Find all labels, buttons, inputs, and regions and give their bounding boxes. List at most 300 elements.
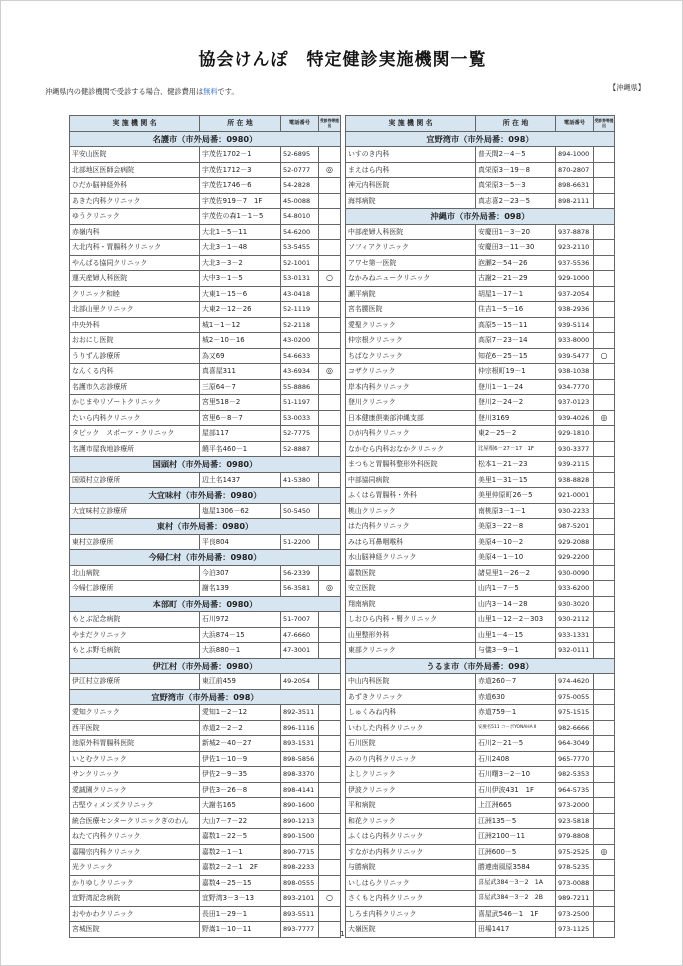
exam-mark: [594, 534, 615, 550]
phone-number: 933-8000: [556, 333, 594, 349]
institution-name: かりゆしクリニック: [70, 875, 200, 891]
exam-mark: [319, 178, 341, 194]
institution-name: 海邦病院: [346, 193, 476, 209]
institution-name: 大宜味村立診療所: [70, 503, 200, 519]
exam-mark: [319, 844, 341, 860]
phone-number: 975-2525: [556, 844, 594, 860]
table-row: [70, 627, 341, 643]
institution-name: はた内科クリニック: [346, 519, 476, 535]
institution-name: 宮城医院: [70, 922, 200, 938]
institution-name: 登川クリニック: [346, 395, 476, 411]
address: 安慶名511 コーポYONAHA Ⅱ: [476, 720, 556, 736]
exam-mark: [594, 891, 615, 907]
table-row: [346, 891, 615, 907]
exam-mark: [319, 333, 341, 349]
institution-table-right: [345, 115, 615, 938]
phone-number: 890-1600: [281, 798, 319, 814]
address: 長田1－29－1: [200, 906, 281, 922]
address: 東江前459: [200, 674, 281, 690]
address: 大東1－15－6: [200, 286, 281, 302]
table-row: [346, 844, 615, 860]
exam-mark: [319, 627, 341, 643]
phone-number: 898-2233: [281, 860, 319, 876]
section-header-row: [70, 519, 341, 535]
institution-name: ソフィアクリニック: [346, 240, 476, 256]
phone-number: 975-1515: [556, 705, 594, 721]
table-row: [346, 426, 615, 442]
exam-mark: [319, 302, 341, 318]
institution-name: サンクリニック: [70, 767, 200, 783]
table-row: [70, 209, 341, 225]
section-title: 宜野湾市（市外局番：098）: [346, 131, 615, 147]
table-row: [70, 720, 341, 736]
exam-mark: [594, 395, 615, 411]
table-row: [70, 875, 341, 891]
phone-number: 51-7007: [281, 612, 319, 628]
address: 辺土名1437: [200, 472, 281, 488]
phone-number: 52-6895: [281, 147, 319, 163]
phone-number: 52-8887: [281, 441, 319, 457]
table-row: [70, 643, 341, 659]
phone-number: 54-2828: [281, 178, 319, 194]
table-row: [70, 705, 341, 721]
institution-name: 古堅ウィメンズクリニック: [70, 798, 200, 814]
header-name: 実 施 機 関 名: [70, 116, 200, 132]
institution-name: タピック スポーツ・クリニック: [70, 426, 200, 442]
institution-name: いわした内科クリニック: [346, 720, 476, 736]
phone-number: 982-5353: [556, 767, 594, 783]
exam-mark: [594, 240, 615, 256]
institution-name: 北部山里クリニック: [70, 302, 200, 318]
institution-name: さくもと内科クリニック: [346, 891, 476, 907]
table-row: [346, 271, 615, 287]
address: 比屋根6－27－17 1F: [476, 441, 556, 457]
address: 赤道630: [476, 689, 556, 705]
section-header-row: [346, 131, 615, 147]
exam-mark: [319, 751, 341, 767]
section-title: 本部町（市外局番：0980）: [70, 596, 341, 612]
section-title: 大宜味村（市外局番：0980）: [70, 488, 341, 504]
institution-name: しろま内科クリニック: [346, 906, 476, 922]
institution-name: やんばる協同クリニック: [70, 255, 200, 271]
table-row: [346, 596, 615, 612]
institution-name: すながわ内科クリニック: [346, 844, 476, 860]
phone-number: 893-7777: [281, 922, 319, 938]
address: 為又69: [200, 348, 281, 364]
table-row: [346, 906, 615, 922]
table-row: [346, 581, 615, 597]
institution-name: うりずん診療所: [70, 348, 200, 364]
fee-note-after: です。: [217, 87, 239, 96]
table-row: [70, 348, 341, 364]
address: 美原4－1－10: [476, 550, 556, 566]
exam-mark: [319, 875, 341, 891]
table-row: [70, 240, 341, 256]
institution-name: ふくはら胃腸科・外科: [346, 488, 476, 504]
header-mark: 受診券等提出: [319, 116, 341, 132]
phone-number: 929-2200: [556, 550, 594, 566]
table-row: [346, 410, 615, 426]
table-row: [70, 844, 341, 860]
institution-name: やまだクリニック: [70, 627, 200, 643]
table-row: [346, 488, 615, 504]
address: 宇茂佐1746－6: [200, 178, 281, 194]
exam-mark: [594, 689, 615, 705]
exam-mark: [594, 426, 615, 442]
exam-mark: [319, 643, 341, 659]
table-row: [346, 364, 615, 380]
section-title: 伊江村（市外局番：0980）: [70, 658, 341, 674]
institution-name: 安立医院: [346, 581, 476, 597]
header-tel: 電話番号: [556, 116, 594, 132]
phone-number: 890-7715: [281, 844, 319, 860]
table-row: [346, 829, 615, 845]
address: 登川3169: [476, 410, 556, 426]
phone-number: 54-6633: [281, 348, 319, 364]
section-title: 沖縄市（市外局番：098）: [346, 209, 615, 225]
address: 高原7－23－14: [476, 333, 556, 349]
address: 城2－10－16: [200, 333, 281, 349]
table-row: [70, 379, 341, 395]
exam-mark: [319, 720, 341, 736]
header-name: 実 施 機 関 名: [346, 116, 476, 132]
institution-name: アワセ第一医院: [346, 255, 476, 271]
table-row: [346, 286, 615, 302]
address: 宇茂佐1712－3: [200, 162, 281, 178]
institution-name: もとぶ野毛病院: [70, 643, 200, 659]
exam-mark: [319, 472, 341, 488]
table-row: [346, 457, 615, 473]
exam-mark: [319, 348, 341, 364]
institution-name: なかみねニュークリニック: [346, 271, 476, 287]
exam-mark: [594, 302, 615, 318]
table-row: [346, 612, 615, 628]
phone-number: 932-0111: [556, 643, 594, 659]
phone-number: 52-7775: [281, 426, 319, 442]
address: 喜屋武384－3－2 2B: [476, 891, 556, 907]
exam-mark: [319, 503, 341, 519]
exam-mark: [594, 875, 615, 891]
exam-mark: [319, 426, 341, 442]
institution-name: 与勝病院: [346, 860, 476, 876]
exam-mark: [594, 674, 615, 690]
phone-number: 893-5511: [281, 906, 319, 922]
phone-number: 52-1001: [281, 255, 319, 271]
section-title: 今帰仁村（市外局番：0980）: [70, 550, 341, 566]
table-row: [70, 906, 341, 922]
address: 仲宗根町19－1: [476, 364, 556, 380]
table-row: [346, 767, 615, 783]
phone-number: 53-0131: [281, 271, 319, 287]
phone-number: 894-1000: [556, 147, 594, 163]
address: 美里1－31－15: [476, 472, 556, 488]
address: 宇茂佐919－7 1F: [200, 193, 281, 209]
exam-mark: [594, 736, 615, 752]
section-title: 宜野湾市（市外局番：098）: [70, 689, 341, 705]
address: 屋部117: [200, 426, 281, 442]
phone-number: 53-0033: [281, 410, 319, 426]
phone-number: 978-5235: [556, 860, 594, 876]
phone-number: 939-5477: [556, 348, 594, 364]
table-row: [70, 767, 341, 783]
institution-name: いすのき内科: [346, 147, 476, 163]
exam-mark: [594, 317, 615, 333]
phone-number: 937-5536: [556, 255, 594, 271]
table-row: [346, 782, 615, 798]
exam-mark: [594, 379, 615, 395]
phone-number: 930-0090: [556, 565, 594, 581]
exam-mark: [594, 782, 615, 798]
table-row: [346, 379, 615, 395]
phone-number: 930-2112: [556, 612, 594, 628]
table-row: [346, 720, 615, 736]
table-row: [346, 550, 615, 566]
address: 大山7－7－22: [200, 813, 281, 829]
exam-mark: ○: [594, 348, 615, 364]
exam-mark: [319, 441, 341, 457]
exam-mark: [594, 906, 615, 922]
institution-name: かじまやリゾートクリニック: [70, 395, 200, 411]
exam-mark: [594, 643, 615, 659]
exam-mark: [319, 612, 341, 628]
phone-number: 43-0200: [281, 333, 319, 349]
institution-name: 統合医療センタークリニックぎのわん: [70, 813, 200, 829]
institution-name: ひが内科クリニック: [346, 426, 476, 442]
table-row: [70, 193, 341, 209]
phone-number: 47-6660: [281, 627, 319, 643]
address: 宜野湾3－3－13: [200, 891, 281, 907]
institution-name: 宮名腰医院: [346, 302, 476, 318]
address: 江洲2100－11: [476, 829, 556, 845]
exam-mark: [319, 705, 341, 721]
address: 宇茂佐の森1－1－5: [200, 209, 281, 225]
institution-name: まえはら内科: [346, 162, 476, 178]
exam-mark: [319, 395, 341, 411]
address: 登川2－24－2: [476, 395, 556, 411]
address: 伊佐1－10－9: [200, 751, 281, 767]
institution-name: よしクリニック: [346, 767, 476, 783]
table-row: [346, 689, 615, 705]
page-number: 1: [340, 930, 345, 938]
table-row: [70, 286, 341, 302]
phone-number: 52-0777: [281, 162, 319, 178]
exam-mark: [594, 457, 615, 473]
institution-name: 光クリニック: [70, 860, 200, 876]
phone-number: 50-5450: [281, 503, 319, 519]
section-header-row: [70, 457, 341, 473]
phone-number: 52-2118: [281, 317, 319, 333]
table-row: [346, 674, 615, 690]
exam-mark: [594, 596, 615, 612]
section-title: うるま市（市外局番：098）: [346, 658, 615, 674]
table-row: [70, 612, 341, 628]
table-row: [70, 503, 341, 519]
table-row: [346, 441, 615, 457]
fee-note: [45, 87, 239, 97]
section-title: 東村（市外局番：0980）: [70, 519, 341, 535]
institution-name: 大北内科・胃腸科クリニック: [70, 240, 200, 256]
exam-mark: [319, 860, 341, 876]
address: 諸見里1－26－2: [476, 565, 556, 581]
institution-name: 大嶺医院: [346, 922, 476, 938]
address: 嘉数2－2－1 2F: [200, 860, 281, 876]
address: 松本1－21－23: [476, 457, 556, 473]
phone-number: 49-2054: [281, 674, 319, 690]
institution-name: いとむクリニック: [70, 751, 200, 767]
exam-mark: [594, 162, 615, 178]
exam-mark: [594, 178, 615, 194]
institution-name: 中央外科: [70, 317, 200, 333]
phone-number: 929-1000: [556, 271, 594, 287]
phone-number: 982-6666: [556, 720, 594, 736]
institution-name: 石川医院: [346, 736, 476, 752]
institution-name: みはら耳鼻咽喉科: [346, 534, 476, 550]
region-label: 【沖縄県】: [609, 83, 645, 92]
address: 山里1－4－15: [476, 627, 556, 643]
exam-mark: [319, 224, 341, 240]
address: 大東2－12－26: [200, 302, 281, 318]
phone-number: 973-2500: [556, 906, 594, 922]
institution-name: 運天産婦人科医院: [70, 271, 200, 287]
address: 上江洲665: [476, 798, 556, 814]
address: 赤道2－2－2: [200, 720, 281, 736]
fee-note-before: 沖縄県内の健診機関で受診する場合、健診費用は: [45, 87, 204, 96]
exam-mark: [319, 286, 341, 302]
phone-number: 939-5114: [556, 317, 594, 333]
table-row: [70, 178, 341, 194]
address: 城1－1－12: [200, 317, 281, 333]
address: 大浜874－15: [200, 627, 281, 643]
phone-number: 890-1500: [281, 829, 319, 845]
table-row: [70, 829, 341, 845]
address: 石川曙3－2－10: [476, 767, 556, 783]
phone-number: 898-0555: [281, 875, 319, 891]
phone-number: 973-2000: [556, 798, 594, 814]
institution-name: 名護市屋我地診療所: [70, 441, 200, 457]
table-row: [70, 813, 341, 829]
table-row: [70, 162, 341, 178]
phone-number: 965-7770: [556, 751, 594, 767]
address: 胡屋1－17－1: [476, 286, 556, 302]
exam-mark: [319, 209, 341, 225]
table-row: [70, 333, 341, 349]
exam-mark: [594, 813, 615, 829]
phone-number: 54-8010: [281, 209, 319, 225]
institution-name: 水山脳神経クリニック: [346, 550, 476, 566]
institution-name: 伊波クリニック: [346, 782, 476, 798]
exam-mark: [319, 534, 341, 550]
section-header-row: [70, 689, 341, 705]
phone-number: 930-2233: [556, 503, 594, 519]
address: 安慶田1－3－20: [476, 224, 556, 240]
table-row: [70, 798, 341, 814]
institution-name: ひだか脳神経外科: [70, 178, 200, 194]
exam-mark: ○: [319, 271, 341, 287]
header-tel: 電話番号: [281, 116, 319, 132]
phone-number: 898-5856: [281, 751, 319, 767]
exam-mark: [319, 829, 341, 845]
address: 登川1－1－24: [476, 379, 556, 395]
phone-number: 933-1331: [556, 627, 594, 643]
institution-name: クリニック和睦: [70, 286, 200, 302]
phone-number: 56-3581: [281, 581, 319, 597]
address: 大北3－3－2: [200, 255, 281, 271]
table-row: [346, 147, 615, 163]
institution-name: あきた内科クリニック: [70, 193, 200, 209]
table-row: [70, 581, 341, 597]
table-row: [70, 534, 341, 550]
address: 石川972: [200, 612, 281, 628]
institution-name: あずきクリニック: [346, 689, 476, 705]
table-row: [346, 503, 615, 519]
exam-mark: ◎: [319, 581, 341, 597]
table-row: [346, 317, 615, 333]
exam-mark: [319, 147, 341, 163]
exam-mark: [594, 333, 615, 349]
exam-mark: [594, 193, 615, 209]
phone-number: 937-2054: [556, 286, 594, 302]
phone-number: 54-6200: [281, 224, 319, 240]
institution-name: おおにし医院: [70, 333, 200, 349]
address: 普天間2－4－5: [476, 147, 556, 163]
institution-name: 中部協同病院: [346, 472, 476, 488]
exam-mark: [319, 767, 341, 783]
phone-number: 938-1038: [556, 364, 594, 380]
phone-number: 923-5818: [556, 813, 594, 829]
section-header-row: [70, 131, 341, 147]
institution-name: 愛誠園クリニック: [70, 782, 200, 798]
exam-mark: [594, 767, 615, 783]
exam-mark: [594, 271, 615, 287]
exam-mark: [319, 798, 341, 814]
phone-number: 964-5735: [556, 782, 594, 798]
table-row: [346, 302, 615, 318]
address: 安慶田3－11－30: [476, 240, 556, 256]
table-row: [70, 426, 341, 442]
phone-number: 937-0123: [556, 395, 594, 411]
address: 塩屋1306－62: [200, 503, 281, 519]
table-row: [70, 302, 341, 318]
table-row: [346, 643, 615, 659]
address: 宮里6－8－7: [200, 410, 281, 426]
header-address: 所 在 地: [200, 116, 281, 132]
institution-name: 名護市久志診療所: [70, 379, 200, 395]
institution-name: 桃山クリニック: [346, 503, 476, 519]
institution-name: みのり内科クリニック: [346, 751, 476, 767]
address: 古謝2－21－29: [476, 271, 556, 287]
table-row: [70, 736, 341, 752]
institution-name: 北部地区医師会病院: [70, 162, 200, 178]
exam-mark: [319, 736, 341, 752]
address: 野嵩1－10－11: [200, 922, 281, 938]
exam-mark: [594, 286, 615, 302]
address: 嘉数2－1－1: [200, 844, 281, 860]
exam-mark: [594, 860, 615, 876]
phone-number: 898-4141: [281, 782, 319, 798]
exam-mark: ◎: [594, 410, 615, 426]
phone-number: 973-1125: [556, 922, 594, 938]
section-header-row: [346, 209, 615, 225]
table-header-row: [346, 116, 615, 132]
address: 平良804: [200, 534, 281, 550]
phone-number: 52-1119: [281, 302, 319, 318]
table-row: [70, 364, 341, 380]
institution-name: なんくる内科: [70, 364, 200, 380]
phone-number: 964-3049: [556, 736, 594, 752]
table-row: [70, 271, 341, 287]
exam-mark: [594, 720, 615, 736]
institution-name: 宜野湾記念病院: [70, 891, 200, 907]
